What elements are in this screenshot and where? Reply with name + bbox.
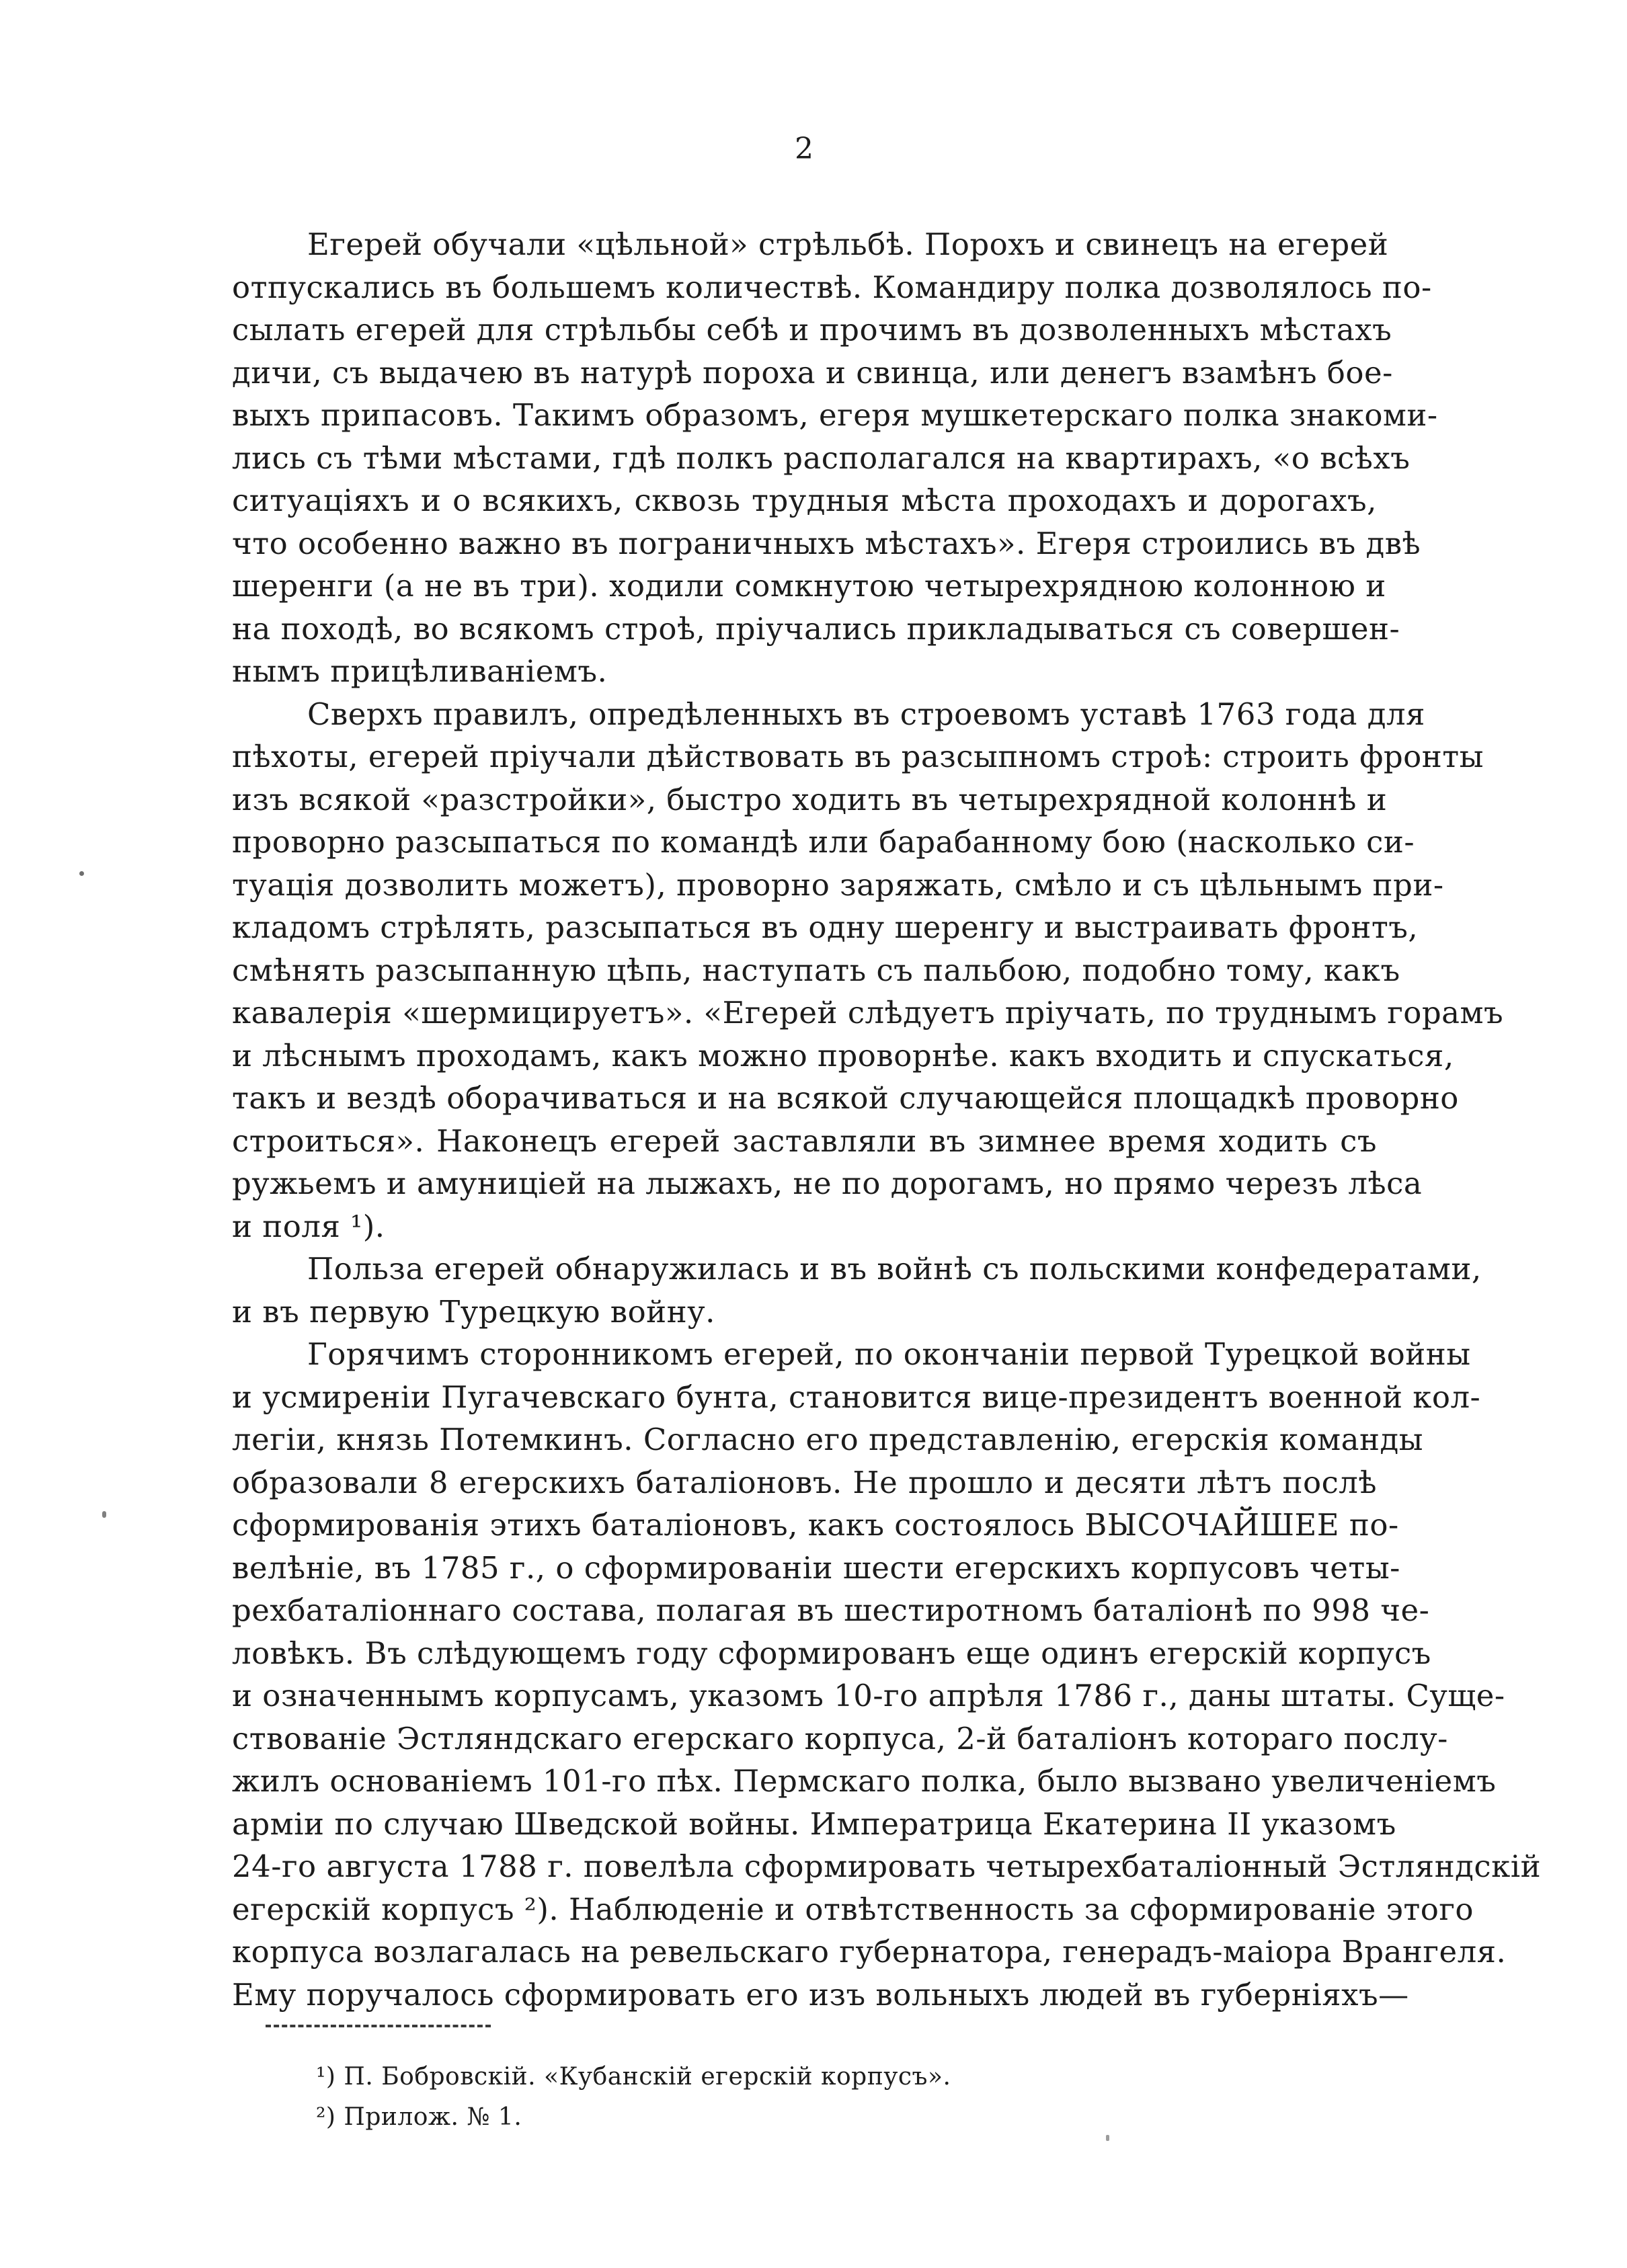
text-line: строиться». Наконецъ егерей заставляли въ зимнее время ходить съ xyxy=(232,1123,1377,1159)
scan-speck xyxy=(79,871,84,876)
scan-speck xyxy=(1106,2135,1109,2141)
text-line: Ему поручалось сформировать его изъ вольныхъ людей въ губерніяхъ— xyxy=(232,1976,1409,2013)
text-line: велѣніе, въ 1785 г., о сформированіи шести егерскихъ корпусовъ четы- xyxy=(232,1549,1400,1586)
footnotes-block xyxy=(316,2057,1324,2138)
text-line: такъ и вездѣ оборачиваться и на всякой случающейся площадкѣ проворно xyxy=(232,1080,1459,1116)
text-line: Сверхъ правилъ, опредѣленныхъ въ строевомъ уставѣ 1763 года для xyxy=(307,696,1425,732)
text-line: корпуса возлагалась на ревельскаго губернатора, генерадъ-маіора Врангеля. xyxy=(232,1934,1507,1970)
page-number: 2 xyxy=(795,132,814,166)
text-line: пѣхоты, егерей пріучали дѣйствовать въ разсыпномъ строѣ: строить фронты xyxy=(232,739,1484,774)
text-line: ловѣкъ. Въ слѣдующемъ году сформированъ еще одинъ егерскій корпусъ xyxy=(232,1635,1431,1671)
text-line: отпускались въ большемъ количествѣ. Командиру полка дозволялось по- xyxy=(232,269,1432,305)
text-line: легіи, князь Потемкинъ. Согласно его представленію, егерскія команды xyxy=(232,1422,1423,1457)
text-line: лись съ тѣми мѣстами, гдѣ полкъ располагался на квартирахъ, «о всѣхъ xyxy=(232,440,1411,476)
text-line: 24-го августа 1788 г. повелѣла сформировать четырехбаталіонный Эстляндскій xyxy=(232,1849,1542,1884)
text-line: смѣнять разсыпанную цѣпь, наступать съ пальбою, подобно тому, какъ xyxy=(232,952,1400,988)
scan-speck xyxy=(102,1511,106,1518)
text-line: Польза егерей обнаружилась и въ войнѣ съ польскими конфедератами, xyxy=(307,1251,1482,1287)
text-line: жилъ основаніемъ 101-го пѣх. Пермскаго полка, было вызвано увеличеніемъ xyxy=(232,1763,1497,1799)
text-line: ситуаціяхъ и о всякихъ, сквозь трудныя мѣста проходахъ и дорогахъ, xyxy=(232,483,1377,518)
text-line: и означеннымъ корпусамъ, указомъ 10-го апрѣля 1786 г., даны штаты. Суще- xyxy=(232,1678,1505,1713)
text-line: арміи по случаю Шведской войны. Императрица Екатерина II указомъ xyxy=(232,1806,1396,1842)
text-line: кавалерія «шермицируетъ». «Егерей слѣдуетъ пріучать, по труднымъ горамъ xyxy=(232,995,1504,1030)
footnote-separator-rule xyxy=(266,2025,491,2027)
text-line: туація дозволить можетъ), проворно заряжать, смѣло и съ цѣльнымъ при- xyxy=(232,866,1444,903)
body-text-block xyxy=(232,223,1542,2016)
text-line: рехбаталіоннаго состава, полагая въ шестиротномъ баталіонѣ по 998 че- xyxy=(232,1592,1430,1628)
footnote-line: ²) Прилож. № 1. xyxy=(316,2103,522,2131)
text-line: егерскій корпусъ ²). Наблюденіе и отвѣтственность за сформированіе этого xyxy=(232,1891,1474,1927)
text-line: нымъ прицѣливаніемъ. xyxy=(232,653,608,689)
text-line: дичи, съ выдачею въ натурѣ пороха и свинца, или денегъ взамѣнъ бое- xyxy=(232,354,1393,391)
text-line: шеренги (а не въ три). ходили сомкнутою четырехрядною колонною и xyxy=(232,568,1386,604)
text-line: и въ первую Турецкую войну. xyxy=(232,1293,715,1330)
text-line: Егерей обучали «цѣльной» стрѣльбѣ. Порохъ и свинецъ на егерей xyxy=(307,227,1389,262)
footnote-line: ¹) П. Бобровскій. «Кубанскій егерскій корпусъ». xyxy=(316,2063,951,2091)
text-line: изъ всякой «разстройки», быстро ходить въ четырехрядной колоннѣ и xyxy=(232,781,1388,817)
text-line: образовали 8 егерскихъ баталіоновъ. Не прошло и десяти лѣтъ послѣ xyxy=(232,1464,1377,1500)
text-line: и усмиреніи Пугачевскаго бунта, становится вице-президентъ военной кол- xyxy=(232,1379,1481,1415)
text-line: проворно разсыпаться по командѣ или барабанному бою (насколько си- xyxy=(232,824,1415,860)
text-line: сылать егерей для стрѣльбы себѣ и прочимъ въ дозволенныхъ мѣстахъ xyxy=(232,312,1392,348)
text-line: ружьемъ и амуниціей на лыжахъ, не по дорогамъ, но прямо черезъ лѣса xyxy=(232,1166,1423,1201)
text-line: сформированія этихъ баталіоновъ, какъ состоялось ВЫСОЧАЙШЕЕ по- xyxy=(232,1507,1399,1543)
text-line: кладомъ стрѣлять, разсыпаться въ одну шеренгу и выстраивать фронтъ, xyxy=(232,909,1419,945)
text-line: и поля ¹). xyxy=(232,1208,385,1244)
text-line: и лѣснымъ проходамъ, какъ можно проворнѣе. какъ входить и спускаться, xyxy=(232,1037,1454,1074)
text-line: ствованіе Эстляндскаго егерскаго корпуса, 2-й баталіонъ котораго послу- xyxy=(232,1720,1448,1756)
text-line: что особенно важно въ пограничныхъ мѣстахъ». Егеря строились въ двѣ xyxy=(232,525,1421,561)
text-line: на походѣ, во всякомъ строѣ, пріучались прикладываться съ совершен- xyxy=(232,610,1400,647)
text-line: выхъ припасовъ. Такимъ образомъ, егеря мушкетерскаго полка знакоми- xyxy=(232,397,1438,433)
text-line: Горячимъ сторонникомъ егерей, по окончаніи первой Турецкой войны xyxy=(307,1336,1471,1372)
